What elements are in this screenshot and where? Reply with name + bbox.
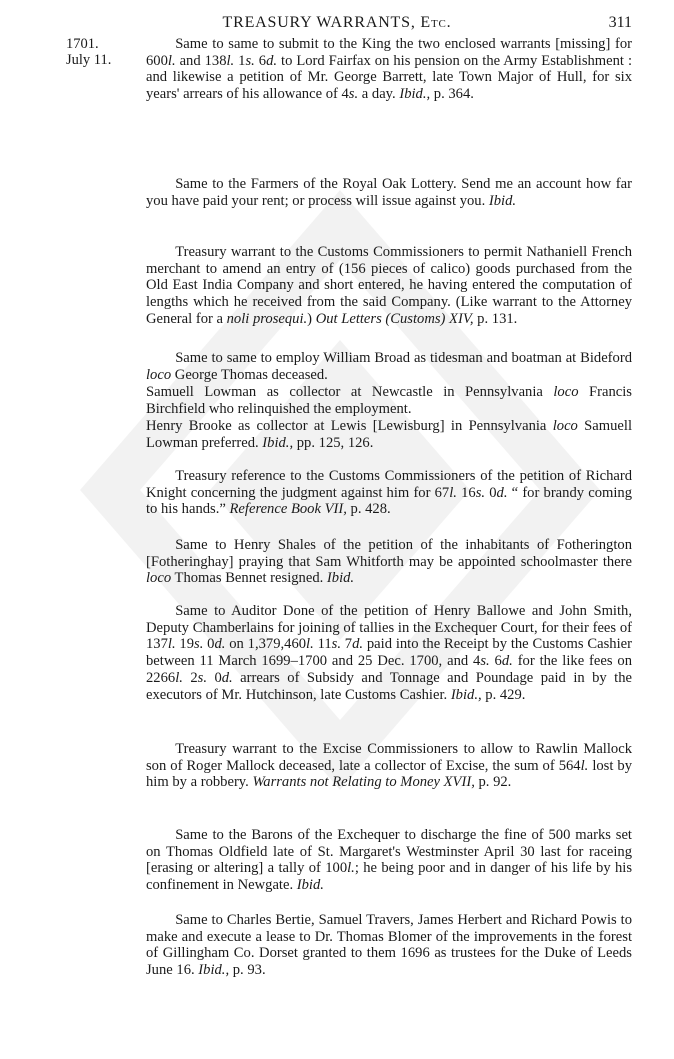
running-title: TREASURY WARRANTS, Etc. — [222, 14, 452, 31]
text-run: ) — [307, 310, 316, 327]
italic-text: s. — [480, 653, 490, 670]
entry-paragraph — [146, 912, 632, 979]
text-run: lost by him by a robbery. — [146, 757, 633, 791]
italic-text: Ibid., — [450, 686, 482, 703]
italic-text: loco — [146, 570, 172, 587]
italic-text: l. — [226, 52, 235, 69]
text-run: 0 — [203, 636, 215, 653]
text-run: Same to the Barons of the Exchequer to discharge the fine of 500 marks set on Thomas Oldfield late of St. Margaret's Westminster April 30 last for raceing [erasing or altering] a tally of 100 — [146, 827, 632, 877]
margin-date: July 11. — [66, 52, 112, 68]
italic-text: Ibid., — [198, 962, 230, 979]
text-run: paid into the Receipt by the Customs Cashier between 11 March 1699–1700 and 25 Dec. 1700, and 4 — [146, 636, 632, 670]
entry-paragraph — [146, 537, 632, 587]
page-number: 311 — [608, 14, 632, 31]
text-run: on 1,379,460 — [225, 636, 307, 653]
text-run: Same to the Farmers of the Royal Oak Lottery. Send me an account how far you have paid your rent; or process will issue against you. — [146, 176, 632, 209]
text-run: Same to Charles Bertie, Samuel Travers, James Herbert and Richard Powis to make and execute a lease to Dr. Thomas Blomer of the improvements in the forest of Gillingham Co. Dorset granted to them 1696 as trustees for the Duke of Leeds June 16. — [146, 912, 632, 979]
text-run: p. 131. — [473, 310, 518, 327]
italic-text: d. — [266, 52, 278, 69]
text-run: 6 — [489, 653, 502, 670]
text-run: 16 — [456, 484, 476, 501]
italic-text: Warrants not Relating to Money XVII, — [252, 774, 475, 791]
italic-text: d. — [501, 653, 513, 670]
text-run: Same to same to submit to the King the two enclosed warrants [missing] for 600 — [146, 36, 632, 69]
page-header — [0, 14, 674, 36]
text-run: Thomas Bennet resigned. — [171, 570, 327, 587]
italic-text: l. — [175, 669, 183, 686]
italic-text: Out Letters (Customs) XIV, — [315, 310, 474, 327]
italic-text: Reference Book VII, — [229, 501, 347, 518]
italic-text: Ibid., — [262, 434, 294, 451]
entry-paragraph — [146, 384, 632, 417]
text-run: 19 — [175, 636, 195, 653]
italic-text: d. — [221, 669, 233, 686]
italic-text: noli prosequi. — [226, 310, 308, 327]
entry-paragraph — [146, 36, 632, 103]
text-run: to Lord Fairfax on his pension on the Army Establishment : and likewise a petition of Mr. George Barrett, late Town Major of Hull, for six years' arrears of his allowance of 4 — [146, 52, 633, 103]
text-run: and 138 — [175, 52, 227, 69]
italic-text: loco — [146, 366, 172, 383]
text-run: Same to Henry Shales of the petition of the inhabitants of Fotherington [Fotheringhay] praying that Sam Whitforth may be appointed schoolmaster there — [146, 537, 632, 570]
text-run: a day. — [358, 86, 400, 103]
text-run: Samuell Lowman as collector at Newcastle in Pennsylvania — [146, 384, 554, 400]
text-run: Same to Auditor Done of the petition of Henry Ballowe and John Smith, Deputy Chamberlains for joining of tallies in the Exchequer Court, for their fees of 137 — [146, 603, 632, 653]
text-run: 0 — [206, 669, 222, 686]
italic-text: l. — [306, 636, 314, 653]
margin-year: 1701. — [66, 36, 99, 52]
text-run: Treasury warrant to the Excise Commissioners to allow to Rawlin Mallock son of Roger Mallock deceased, late a collector of Excise, the sum of 564 — [146, 741, 632, 774]
italic-text: d. — [214, 636, 226, 653]
text-run: p. 428. — [346, 501, 391, 518]
text-run: arrears of Subsidy and Tonnage and Poundage paid in by the executors of Mr. Hutchinson, late Customs Cashier. — [146, 669, 633, 703]
italic-text: Ibid., — [399, 86, 431, 103]
text-run: George Thomas deceased. — [171, 366, 328, 383]
entry-paragraph — [146, 350, 632, 383]
italic-text: d. — [352, 636, 364, 653]
italic-text: Ibid. — [296, 877, 324, 894]
italic-text: loco — [553, 384, 579, 400]
text-run: 0 — [485, 484, 497, 501]
text-run: 1 — [234, 52, 246, 69]
text-run: 2 — [182, 669, 198, 686]
text-run: “ for brandy coming to his hands.” — [146, 484, 632, 518]
italic-text: l. — [167, 636, 176, 653]
text-run: p. 364. — [430, 86, 474, 103]
text-run: p. 92. — [474, 774, 512, 791]
text-run: pp. 125, 126. — [293, 434, 374, 451]
text-run: 11 — [313, 636, 332, 653]
italic-text: Ibid. — [488, 192, 517, 209]
entry-paragraph — [146, 741, 632, 791]
text-run: Treasury reference to the Customs Commissioners of the petition of Richard Knight concerning the judgment against him for 67 — [146, 468, 632, 501]
italic-text: s. — [194, 636, 204, 653]
italic-text: loco — [552, 418, 578, 434]
italic-text: s. — [331, 636, 341, 653]
italic-text: l. — [580, 757, 589, 774]
entry-paragraph — [146, 244, 632, 328]
italic-text: s. — [245, 52, 255, 69]
entry-paragraph — [146, 468, 632, 518]
entry-paragraph — [146, 827, 632, 894]
entry-paragraph — [146, 176, 632, 209]
text-run: ; he being poor and in danger of his life by his confinement in Newgate. — [146, 860, 632, 894]
text-run: Henry Brooke as collector at Lewis [Lewisburg] in Pennsylvania — [146, 418, 553, 434]
entry-paragraph — [146, 418, 632, 451]
text-run: 7 — [340, 636, 353, 653]
italic-text: l. — [449, 484, 457, 501]
italic-text: l. — [347, 860, 355, 877]
text-run: for the like fees on 2266 — [146, 653, 633, 686]
text-run: Samuell Lowman preferred. — [146, 418, 633, 451]
text-run: Francis Birchfield who relinquished the employment. — [146, 384, 632, 417]
italic-text: d. — [496, 484, 508, 501]
italic-text: s. — [197, 669, 207, 686]
text-run: p. 429. — [481, 686, 526, 703]
italic-text: s. — [348, 86, 359, 103]
italic-text: Ibid. — [326, 570, 355, 587]
text-run: 6 — [254, 52, 267, 69]
italic-text: s. — [475, 484, 486, 501]
text-run: p. 93. — [229, 962, 266, 979]
text-run: Same to same to employ William Broad as tidesman and boatman at Bideford — [175, 350, 632, 366]
italic-text: l. — [167, 52, 176, 69]
entry-paragraph — [146, 603, 632, 703]
text-run: Treasury warrant to the Customs Commissioners to permit Nathaniell French merchant to amend an entry of (156 pieces of calico) goods purchased from the Old East India Company and short entered, he having entered the computation of lengths which he received from the said Company. (Like warrant to the Attorney General for a — [146, 244, 632, 327]
